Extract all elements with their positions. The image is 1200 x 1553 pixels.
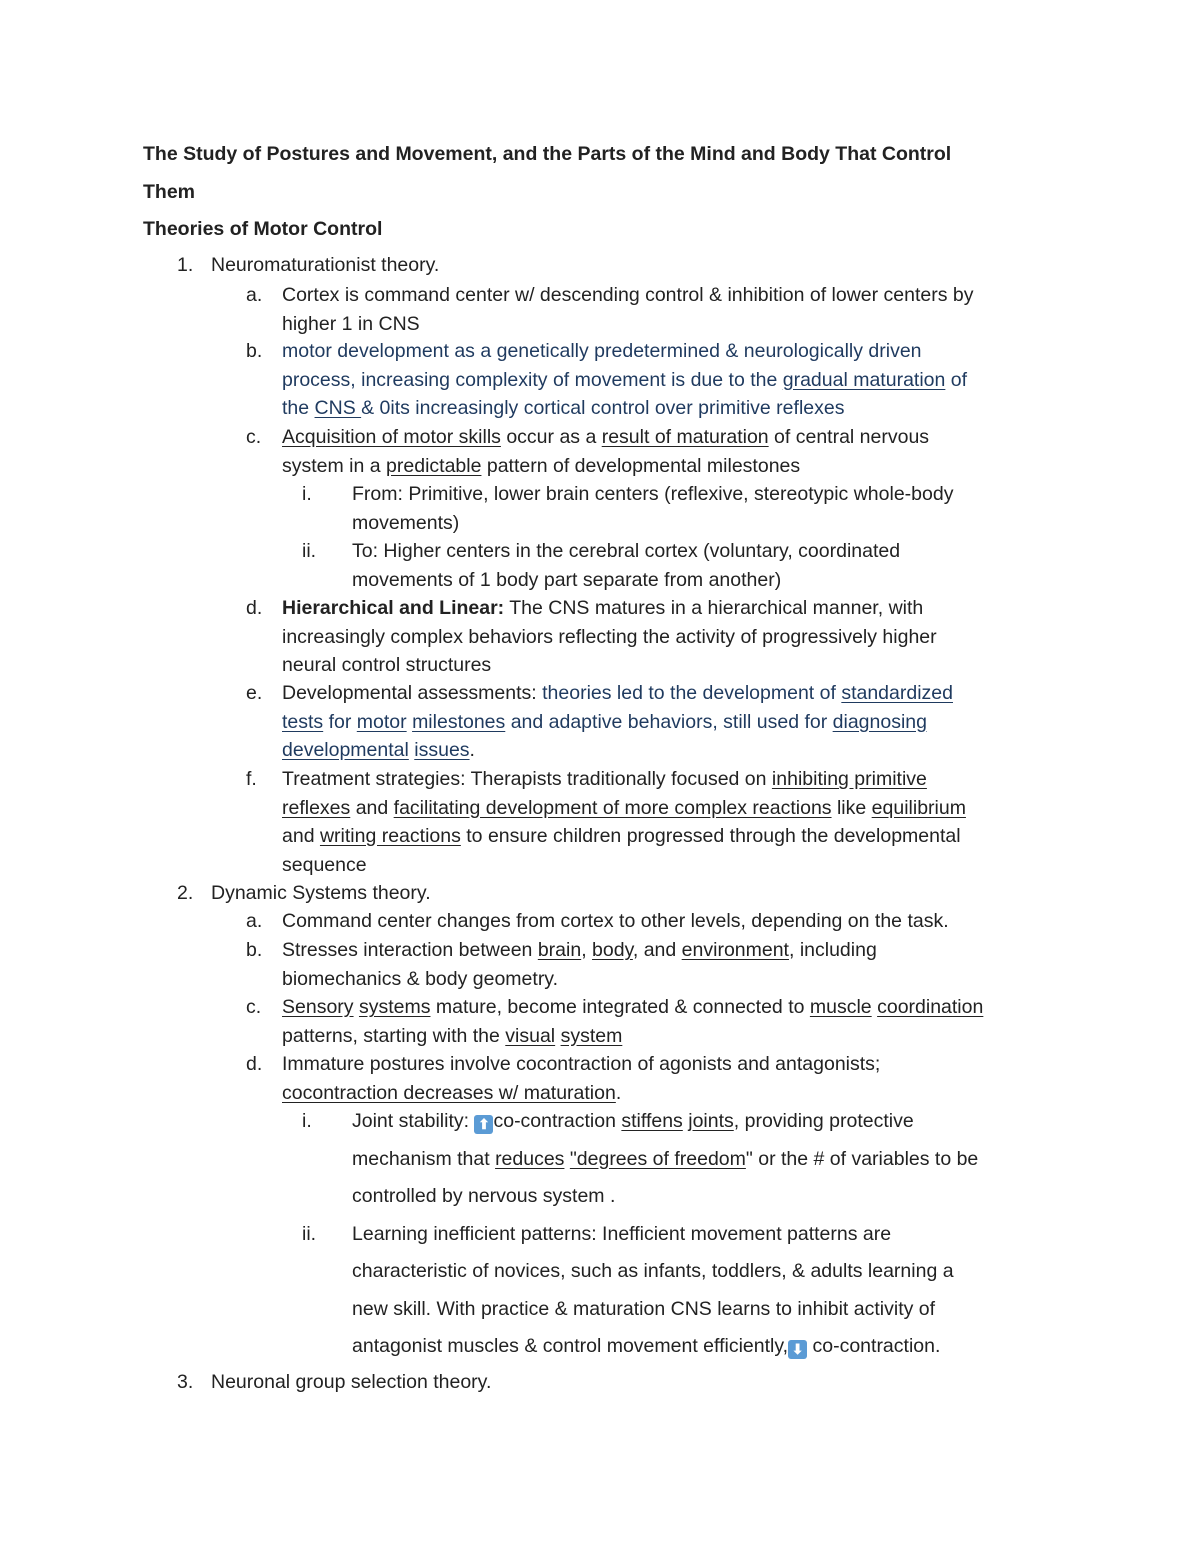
- list-marker: d.: [246, 597, 263, 619]
- text-run: co-contraction: [493, 1110, 622, 1132]
- list-marker: d.: [246, 1053, 263, 1075]
- text-run: Stresses interaction between: [282, 939, 538, 961]
- underlined-text: inhibiting primitive: [771, 768, 927, 790]
- list-marker: e.: [246, 682, 263, 704]
- list-marker: c.: [246, 426, 262, 448]
- list-marker: b.: [246, 340, 263, 362]
- list-item-line: [282, 711, 927, 734]
- underlined-text: reflexes: [282, 796, 351, 819]
- list-marker: i.: [302, 483, 312, 505]
- text-run: Cortex is command center w/ descending control & inhibition of lower centers by: [282, 284, 974, 306]
- underlined-text: predictable: [386, 454, 482, 477]
- list-item-line: [211, 1371, 491, 1394]
- underlined-text: muscle: [809, 996, 872, 1018]
- list-item-line: [282, 854, 367, 877]
- underlined-text: milestones: [412, 710, 506, 733]
- underlined-text: "degrees of freedom: [569, 1147, 746, 1170]
- list-marker: ii.: [302, 540, 317, 562]
- section-heading: Theories of Motor Control: [143, 218, 383, 240]
- text-run: Dynamic Systems theory.: [211, 882, 431, 904]
- text-run: The CNS matures in a hierarchical manner, with: [504, 597, 924, 619]
- bold-text: Hierarchical and Linear:: [282, 597, 505, 619]
- underlined-text: developmental: [282, 739, 409, 761]
- list-item-line: [282, 797, 966, 820]
- underlined-text: result of maturation: [601, 426, 769, 448]
- list-marker: c.: [246, 996, 262, 1018]
- text-run: like: [831, 796, 872, 819]
- text-run: and: [282, 825, 320, 847]
- text-run: to ensure children progressed through the developmental: [460, 825, 961, 847]
- list-item-line: [211, 254, 439, 277]
- underlined-text: environment: [681, 939, 789, 961]
- list-marker: b.: [246, 939, 263, 961]
- text-run: and: [350, 796, 394, 819]
- list-item-line: [282, 768, 927, 791]
- text-run: mechanism that: [352, 1147, 496, 1170]
- underlined-text: equilibrium: [871, 796, 966, 819]
- underlined-text: brain: [537, 939, 582, 961]
- underlined-text: system: [560, 1024, 623, 1047]
- text-run: Command center changes from cortex to other levels, depending on the task.: [282, 910, 949, 932]
- text-run: & 0its increasingly cortical control over primitive reflexes: [361, 397, 845, 419]
- list-item-line: [282, 1053, 880, 1076]
- text-run: Neuronal group selection theory.: [211, 1371, 492, 1393]
- list-marker: a.: [246, 284, 263, 306]
- list-item-line: [282, 1025, 622, 1048]
- list-item-line: [282, 455, 800, 478]
- underlined-text: gradual maturation: [782, 368, 946, 391]
- list-item-line: [282, 996, 983, 1019]
- text-run: higher 1 in CNS: [282, 312, 420, 335]
- text-run: movements of 1 body part separate from another): [352, 568, 782, 591]
- list-item-line: [352, 1298, 935, 1321]
- list-item-line: [282, 626, 937, 649]
- list-item-line: [352, 1335, 940, 1359]
- text-run: co-contraction.: [807, 1334, 941, 1357]
- text-run: sequence: [282, 853, 367, 876]
- text-run: of central nervous: [768, 426, 930, 448]
- text-run: ,: [581, 939, 593, 961]
- text-run: movements): [352, 511, 460, 534]
- list-item-line: [352, 540, 900, 563]
- text-run: Neuromaturationist theory.: [211, 254, 440, 276]
- text-run: From: Primitive, lower brain centers (reflexive, stereotypic whole-body: [352, 483, 954, 505]
- underlined-text: facilitating development of more complex reactions: [393, 796, 832, 819]
- text-run: Learning inefficient patterns: Inefficient movement patterns are: [352, 1223, 892, 1245]
- list-item-line: [282, 825, 961, 848]
- text-run: new skill. With practice & maturation CNS learns to inhibit activity of: [352, 1297, 936, 1320]
- list-item-line: [282, 682, 953, 705]
- list-marker: 2.: [177, 882, 194, 904]
- list-marker: ii.: [302, 1223, 317, 1245]
- text-run: biomechanics & body geometry.: [282, 967, 559, 990]
- text-run: .: [615, 1081, 622, 1104]
- list-item-line: [282, 397, 844, 420]
- underlined-text: issues: [414, 739, 470, 761]
- text-run: Immature postures involve cocontraction of agonists and antagonists;: [282, 1053, 881, 1075]
- up-arrow-icon: ⬆: [474, 1115, 493, 1134]
- list-marker: i.: [302, 1110, 312, 1132]
- text-run: To: Higher centers in the cerebral cortex (voluntary, coordinated: [352, 540, 901, 562]
- underlined-text: tests: [282, 710, 324, 733]
- list-item-line: [282, 284, 974, 307]
- list-marker: f.: [246, 768, 257, 790]
- list-item-line: [282, 739, 475, 762]
- list-marker: a.: [246, 910, 263, 932]
- text-run: theories led to the development of: [542, 682, 842, 704]
- text-run: motor development as a genetically predetermined & neurologically driven: [282, 340, 922, 362]
- underlined-text: reduces: [495, 1147, 565, 1170]
- list-item-line: [282, 654, 491, 677]
- list-item-line: [282, 426, 929, 449]
- underlined-text: cocontraction decreases w/ maturation: [282, 1081, 616, 1104]
- text-run: occur as a: [500, 426, 602, 448]
- list-item-line: [282, 939, 877, 962]
- list-item-line: [282, 340, 922, 363]
- list-item-line: [352, 1148, 978, 1171]
- underlined-text: stiffens: [621, 1110, 683, 1132]
- list-item-line: [352, 1260, 954, 1283]
- text-run: , including: [788, 939, 877, 961]
- underlined-text: body: [592, 939, 633, 961]
- text-run: controlled by nervous system .: [352, 1185, 616, 1207]
- underlined-text: coordination: [877, 996, 984, 1018]
- text-run: " or the # of variables to be: [745, 1147, 979, 1170]
- text-run: system in a: [282, 454, 387, 477]
- list-item-line: [352, 512, 459, 535]
- text-run: Joint stability:: [352, 1110, 475, 1132]
- text-run: the: [282, 397, 315, 419]
- text-run: for: [323, 710, 357, 733]
- list-marker: 3.: [177, 1371, 194, 1393]
- text-run: and adaptive behaviors, still used for: [505, 710, 833, 733]
- text-run: , and: [632, 939, 682, 961]
- list-item-line: [282, 968, 558, 991]
- title-line-2: Them: [143, 181, 196, 203]
- text-run: neural control structures: [282, 654, 492, 676]
- list-item-line: [352, 1223, 891, 1246]
- list-item-line: [282, 910, 949, 933]
- text-run: characteristic of novices, such as infants, toddlers, & adults learning a: [352, 1260, 954, 1283]
- text-run: increasingly complex behaviors reflecting the activity of progressively higher: [282, 625, 937, 648]
- underlined-text: writing reactions: [319, 825, 461, 847]
- list-item-line: [352, 483, 953, 506]
- list-marker: 1.: [177, 254, 194, 276]
- text-run: Developmental assessments:: [282, 682, 543, 704]
- text-run: .: [469, 739, 475, 761]
- text-run: patterns, starting with the: [282, 1024, 506, 1047]
- list-item-line: [352, 569, 781, 592]
- down-arrow-icon: ⬇: [788, 1340, 807, 1359]
- list-item-line: [282, 313, 420, 336]
- text-run: Treatment strategies: Therapists traditionally focused on: [282, 768, 772, 790]
- underlined-text: visual: [505, 1024, 556, 1047]
- text-run: pattern of developmental milestones: [481, 454, 801, 477]
- underlined-text: motor: [356, 710, 407, 733]
- text-run: of: [945, 368, 968, 391]
- text-run: antagonist muscles & control movement efficiently,: [352, 1334, 789, 1357]
- title-line-1: The Study of Postures and Movement, and the Parts of the Mind and Body That Control: [143, 143, 952, 165]
- underlined-text: standardized: [841, 682, 953, 704]
- list-item-line: [352, 1185, 615, 1208]
- list-item-line: [211, 882, 431, 905]
- list-item-line: [282, 1082, 621, 1105]
- text-run: , providing protective: [733, 1110, 914, 1132]
- list-item-line: [352, 1110, 914, 1134]
- underlined-text: CNS: [314, 397, 362, 419]
- list-item-line: [282, 597, 923, 620]
- underlined-text: diagnosing: [832, 710, 927, 733]
- underlined-text: Sensory: [282, 996, 354, 1018]
- underlined-text: systems: [358, 996, 431, 1018]
- underlined-text: Acquisition of motor skills: [282, 426, 501, 448]
- underlined-text: joints: [688, 1110, 734, 1132]
- text-run: process, increasing complexity of movement is due to the: [282, 368, 783, 391]
- list-item-line: [282, 369, 967, 392]
- text-run: mature, become integrated & connected to: [430, 996, 810, 1018]
